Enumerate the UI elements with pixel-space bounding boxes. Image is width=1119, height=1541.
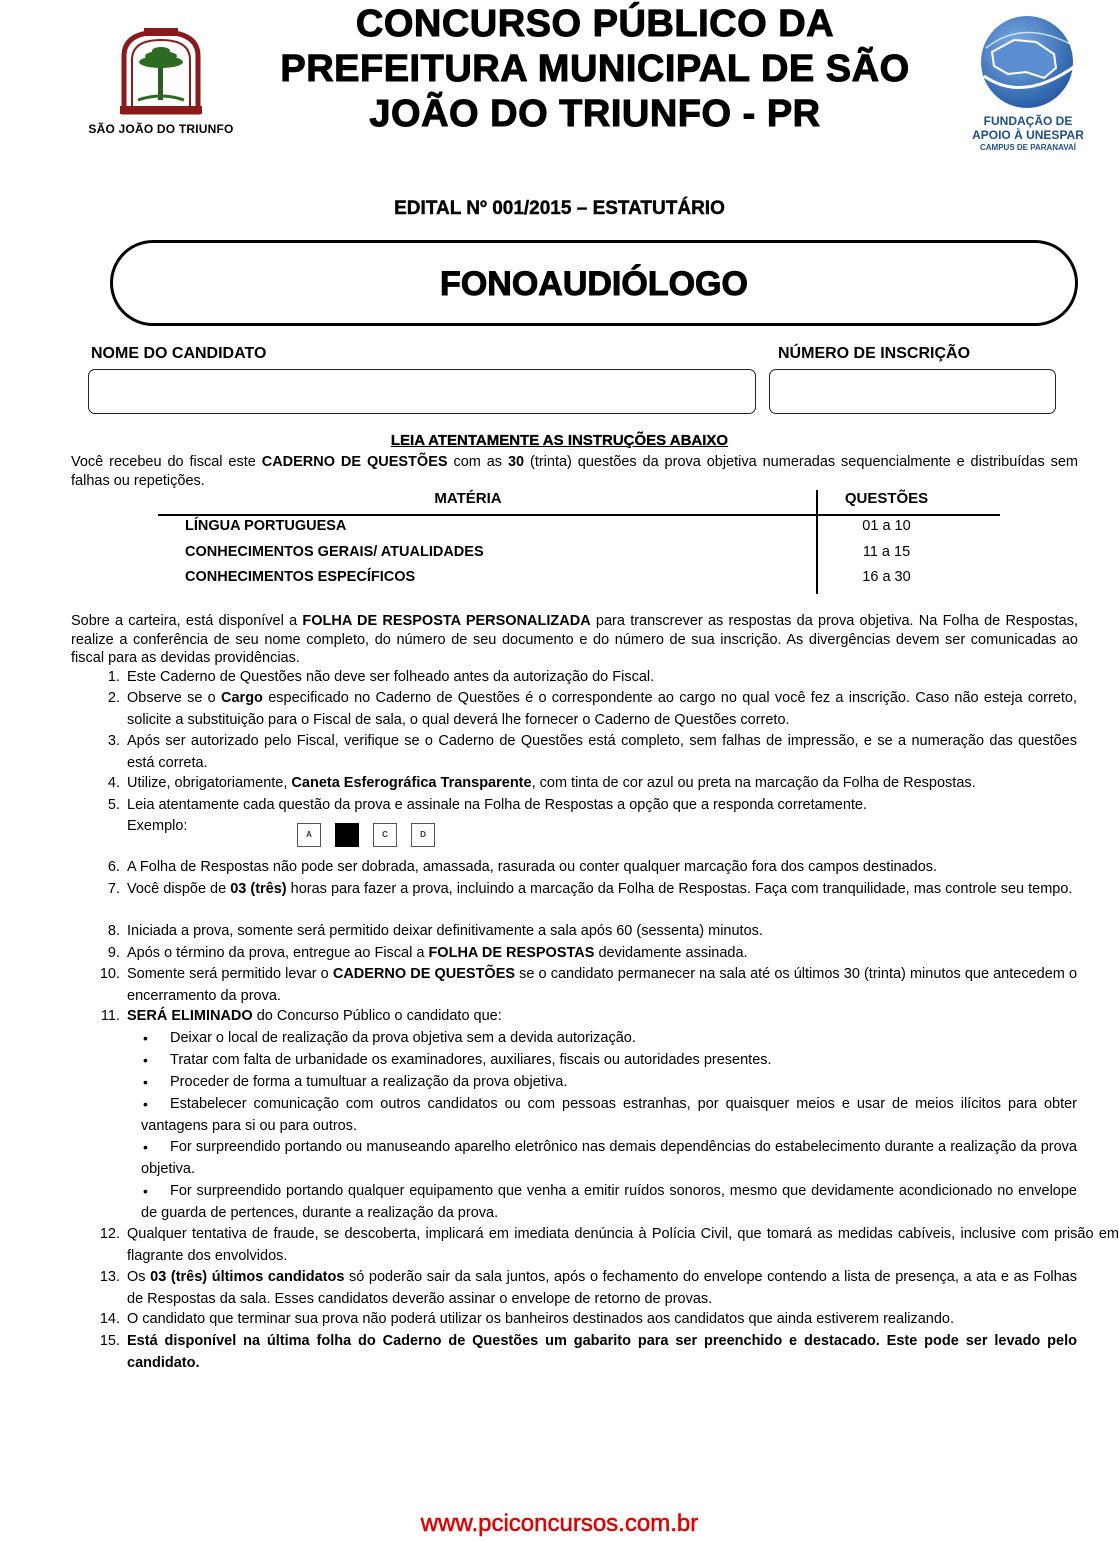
table-row-materia: CONHECIMENTOS ESPECÍFICOS (185, 569, 416, 585)
foundation-line-1: FUNDAÇÃO DE (983, 114, 1073, 128)
nome-candidato-field[interactable] (88, 369, 756, 414)
bubble-option-d: D (411, 823, 435, 847)
table-row-materia: LÍNGUA PORTUGUESA (185, 518, 347, 534)
cargo-banner (110, 240, 1078, 326)
numero-inscricao-label: NÚMERO DE INSCRIÇÃO (778, 345, 971, 362)
globe-icon (974, 12, 1084, 112)
foundation-campus: CAMPUS DE PARANAVAÍ (979, 143, 1076, 152)
city-logo (66, 26, 256, 141)
foundation-line-2: APOIO À UNESPAR (972, 128, 1084, 142)
foundation-logo (968, 12, 1088, 162)
footer-url[interactable]: www.pciconcursos.com.br (420, 1510, 699, 1537)
table-row-questoes: 11 a 15 (862, 544, 911, 560)
bubble-option-a: A (297, 823, 321, 847)
instructions-title: LEIA ATENTAMENTE AS INSTRUÇÕES ABAIXO (390, 432, 729, 449)
city-logo-text: SÃO JOÃO DO TRIUNFO (88, 122, 234, 136)
table-row-materia: CONHECIMENTOS GERAIS/ ATUALIDADES (185, 544, 484, 560)
foundation-name (968, 114, 1088, 142)
bubble-option-c: C (373, 823, 397, 847)
title-line-1: CONCURSO PÚBLICO DA (355, 3, 835, 45)
page-title (270, 2, 920, 137)
bubble-option-b-marked (335, 823, 359, 847)
intro-paragraph: Você recebeu do fiscal este CADERNO DE QUESTÕES com as 30 (trinta) questões da prova objetiva numeradas sequencialmente e distribuídas sem falhas ou repetições. (71, 454, 1078, 489)
subjects-table (158, 488, 1000, 596)
table-header-questoes: QUESTÕES (844, 490, 929, 507)
sobre-paragraph: Sobre a carteira, está disponível a FOLHA DE RESPOSTA PERSONALIZADA para transcrever as respostas da prova objetiva. Na Folha de Respostas, realize a conferência de seu nome completo, do número de seu documento e do número de sua inscrição. As divergências devem ser comunicadas ao fiscal para as devidas providências. (71, 613, 1078, 666)
city-emblem-icon (118, 26, 204, 116)
edital-number: EDITAL Nº 001/2015 – ESTATUTÁRIO (394, 198, 725, 219)
numero-inscricao-field[interactable] (769, 369, 1056, 414)
cargo-title: FONOAUDIÓLOGO (440, 265, 748, 303)
title-line-3: JOÃO DO TRIUNFO - PR (369, 93, 821, 135)
table-row-questoes: 01 a 10 (862, 518, 911, 534)
nome-candidato-label: NOME DO CANDIDATO (91, 345, 267, 362)
exemplo-label: Exemplo: (127, 818, 188, 834)
table-row-questoes: 16 a 30 (862, 569, 911, 585)
title-line-2: PREFEITURA MUNICIPAL DE SÃO (280, 48, 910, 90)
table-column-divider (816, 490, 818, 594)
table-divider (158, 514, 1000, 516)
table-header-materia: MATÉRIA (434, 490, 502, 507)
page-header (0, 0, 1119, 170)
